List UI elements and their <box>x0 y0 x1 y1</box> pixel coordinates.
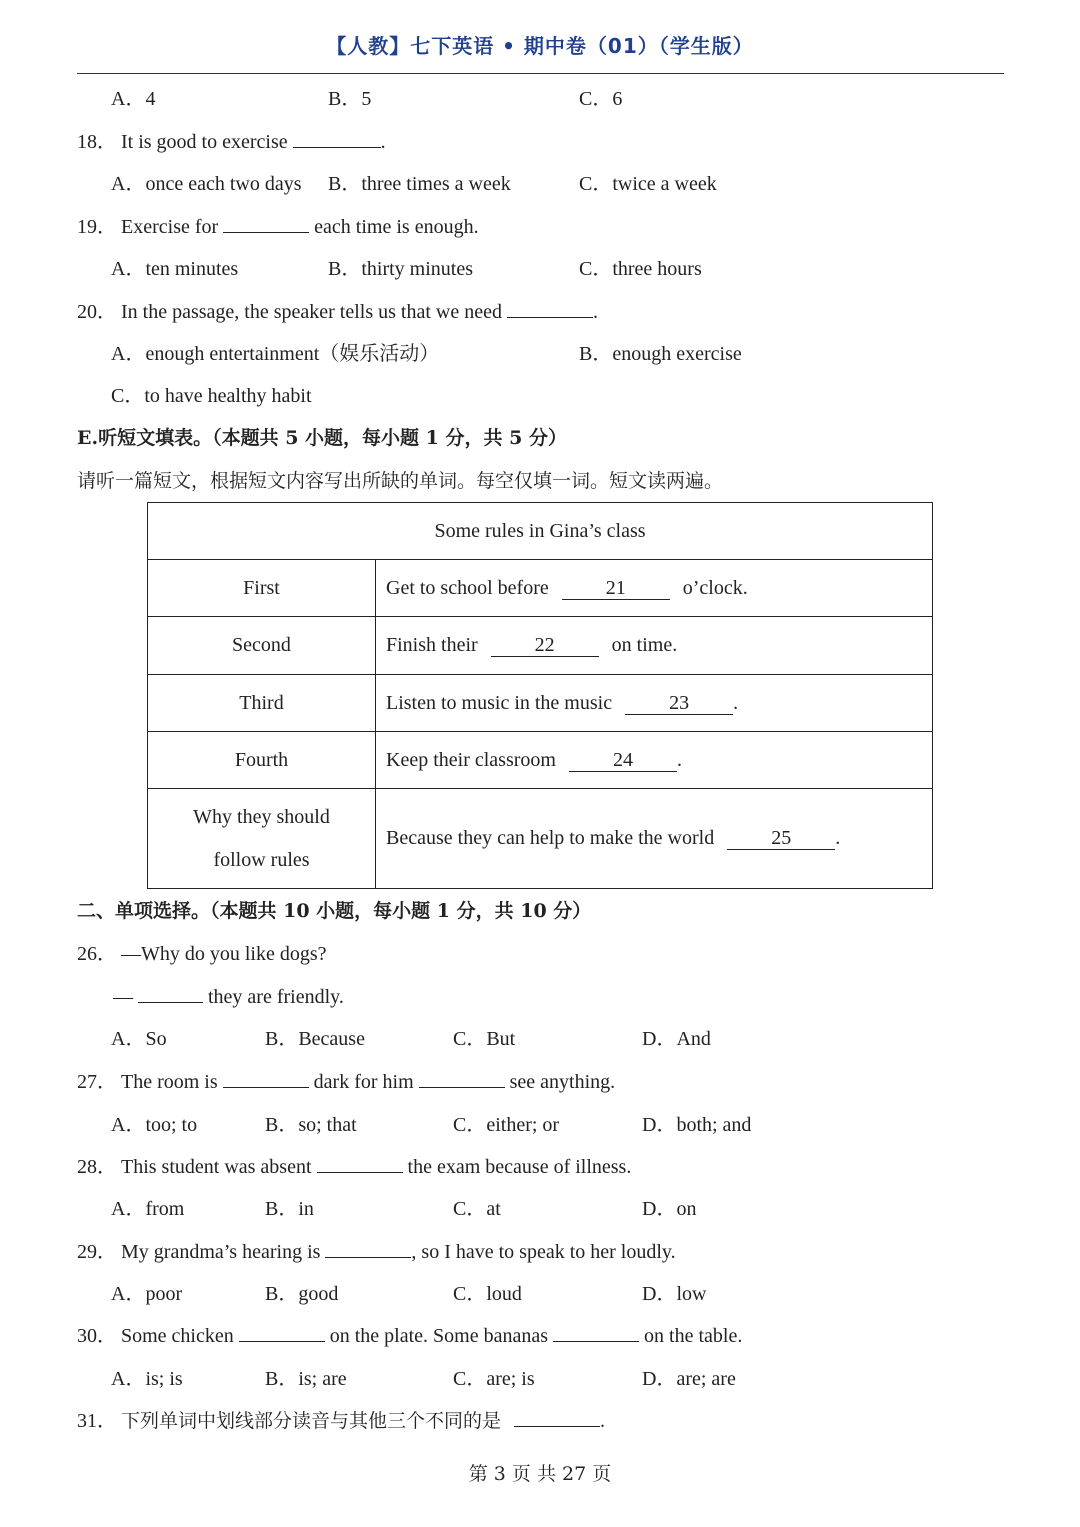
q20-text: In the passage, the speaker tells us that we need <box>121 301 502 323</box>
q17-options <box>0 84 1080 114</box>
q18-number: 18． <box>77 131 117 153</box>
q20-option-b: B．enough exercise <box>579 343 742 365</box>
row-text-end: . <box>835 827 841 849</box>
q20-number: 20． <box>77 301 117 323</box>
q27-stem <box>0 1067 1080 1097</box>
q29-option-d: D．low <box>642 1283 707 1305</box>
q29-options <box>0 1279 1080 1309</box>
row-label-line1: Why they should <box>193 805 330 828</box>
answer-blank-21: 21 <box>562 577 670 600</box>
q18-options <box>0 169 1080 199</box>
q30-blank-1 <box>239 1321 325 1342</box>
q26-stem <box>0 939 1080 969</box>
page-header-title: 【人教】七下英语 • 期中卷（01）（学生版） <box>326 34 754 58</box>
row-label-line2: follow rules <box>213 848 310 871</box>
q28-options <box>0 1194 1080 1224</box>
answer-blank-23: 23 <box>625 692 733 715</box>
q27-option-a: A．too; to <box>111 1114 198 1136</box>
table-row-label: Second <box>148 617 376 675</box>
q27-number: 27． <box>77 1071 117 1093</box>
q19-option-a: A．ten minutes <box>111 258 239 280</box>
table-title: Some rules in Gina’s class <box>148 503 933 560</box>
table-row-content <box>376 675 933 732</box>
q19-option-b: B．thirty minutes <box>328 258 473 280</box>
row-text-end: . <box>676 748 682 771</box>
row-text: Get to school before <box>386 576 549 599</box>
table-row-content <box>376 617 933 675</box>
answer-blank-24: 24 <box>569 749 677 772</box>
q26-question: —Why do you like dogs? <box>121 943 327 965</box>
q30-text-1: Some chicken <box>121 1325 234 1347</box>
q18-option-b: B．three times a week <box>328 173 511 195</box>
q19-blank <box>223 212 309 233</box>
q30-text-2: on the plate. Some bananas <box>329 1325 549 1347</box>
q27-blank-2 <box>419 1067 505 1088</box>
q30-blank-2 <box>553 1321 639 1342</box>
q27-option-b: B．so; that <box>265 1114 357 1136</box>
q28-option-b: B．in <box>265 1198 314 1220</box>
q28-option-d: D．on <box>642 1198 697 1220</box>
q31-end: . <box>600 1410 606 1432</box>
table-row-label <box>148 789 376 889</box>
q27-text-2: dark for him <box>313 1071 414 1093</box>
section-e-title: E.听短文填表。（本题共 5 小题，每小题 1 分，共 5 分） <box>77 427 567 449</box>
q31-stem <box>0 1406 1080 1436</box>
page-footer: 第 3 页 共 27 页 <box>468 1463 612 1485</box>
q29-blank <box>325 1237 411 1258</box>
q20-stem <box>0 297 1080 327</box>
q20-end: . <box>592 301 598 323</box>
table-row-label: Fourth <box>148 732 376 789</box>
q18-option-a: A．once each two days <box>111 173 302 195</box>
q28-stem <box>0 1152 1080 1182</box>
q20-options-ab <box>0 339 1080 369</box>
table-row <box>148 675 933 732</box>
table-row <box>148 732 933 789</box>
q27-text-3: see anything. <box>509 1071 616 1093</box>
q19-text: Exercise for <box>121 216 219 238</box>
table-row-label: First <box>148 560 376 617</box>
q17-option-a: A．4 <box>111 88 156 110</box>
q29-text-1: My grandma’s hearing is <box>121 1241 321 1263</box>
q20-option-c: C．to have healthy habit <box>111 385 312 407</box>
q27-text-1: The room is <box>121 1071 218 1093</box>
q28-option-a: A．from <box>111 1198 185 1220</box>
q28-text-1: This student was absent <box>121 1156 312 1178</box>
table-row-label: Third <box>148 675 376 732</box>
q31-text: 下列单词中划线部分读音与其他三个不同的是 <box>121 1410 502 1432</box>
q27-option-c: C．either; or <box>453 1114 560 1136</box>
q26-option-d: D．And <box>642 1028 711 1050</box>
table-title-row <box>148 503 933 560</box>
q28-option-c: C．at <box>453 1198 501 1220</box>
q18-blank <box>293 127 381 148</box>
q17-option-b: B．5 <box>328 88 372 110</box>
q26-blank <box>138 982 203 1003</box>
q19-options <box>0 254 1080 284</box>
q27-options <box>0 1110 1080 1140</box>
table-row-content <box>376 789 933 889</box>
q26-option-a: A．So <box>111 1028 167 1050</box>
q29-stem <box>0 1237 1080 1267</box>
q26-reply <box>0 982 1080 1012</box>
q19-option-c: C．three hours <box>579 258 702 280</box>
q27-blank-1 <box>223 1067 309 1088</box>
q30-option-a: A．is; is <box>111 1368 183 1390</box>
answer-blank-25: 25 <box>727 827 835 850</box>
q30-option-d: D．are; are <box>642 1368 736 1390</box>
q31-blank <box>514 1406 600 1427</box>
row-text: Finish their <box>386 634 478 656</box>
q26-reply-text: they are friendly. <box>208 986 344 1008</box>
row-text-end: o’clock. <box>682 576 748 599</box>
q31-number: 31． <box>77 1410 117 1432</box>
q30-option-c: C．are; is <box>453 1368 535 1390</box>
q30-stem <box>0 1321 1080 1351</box>
q30-number: 30． <box>77 1325 117 1347</box>
section-e-instruction: 请听一篇短文，根据短文内容写出所缺的单词。每空仅填一词。短文读两遍。 <box>77 470 724 492</box>
q18-stem <box>0 127 1080 157</box>
answer-blank-22: 22 <box>491 634 599 657</box>
q29-option-a: A．poor <box>111 1283 183 1305</box>
q28-blank <box>317 1152 403 1173</box>
q30-options <box>0 1364 1080 1394</box>
q29-option-b: B．good <box>265 1283 339 1305</box>
q19-text-end: each time is enough. <box>314 216 479 238</box>
table-row <box>148 789 933 889</box>
q20-option-a: A．enough entertainment（娱乐活动） <box>111 343 440 365</box>
q26-option-c: C．But <box>453 1028 516 1050</box>
rules-table <box>147 502 933 889</box>
q18-option-c: C．twice a week <box>579 173 717 195</box>
q30-option-b: B．is; are <box>265 1368 347 1390</box>
q19-number: 19． <box>77 216 117 238</box>
q19-stem <box>0 212 1080 242</box>
q27-option-d: D．both; and <box>642 1114 752 1136</box>
q26-options <box>0 1024 1080 1054</box>
q28-text-2: the exam because of illness. <box>407 1156 632 1178</box>
row-text: Because they can help to make the world <box>386 827 715 849</box>
row-text: Listen to music in the music <box>386 691 613 714</box>
row-text: Keep their classroom <box>386 748 556 771</box>
q18-end: . <box>380 131 386 153</box>
q18-text: It is good to exercise <box>121 131 288 153</box>
table-row-content <box>376 560 933 617</box>
q30-text-3: on the table. <box>644 1325 743 1347</box>
header-rule <box>77 73 1004 74</box>
q17-option-c: C．6 <box>579 88 623 110</box>
q29-number: 29． <box>77 1241 117 1263</box>
q28-number: 28． <box>77 1156 117 1178</box>
q26-option-b: B．Because <box>265 1028 365 1050</box>
q29-option-c: C．loud <box>453 1283 522 1305</box>
q26-dash: — <box>113 986 133 1008</box>
row-text-end: on time. <box>611 634 678 656</box>
row-text-end: . <box>733 691 739 714</box>
table-row-content <box>376 732 933 789</box>
q20-blank <box>507 297 593 318</box>
q26-number: 26． <box>77 943 117 965</box>
table-row <box>148 617 933 675</box>
q20-options-c <box>0 381 1080 411</box>
section-2-title: 二、单项选择。（本题共 10 小题，每小题 1 分，共 10 分） <box>77 900 592 922</box>
q29-text-2: , so I have to speak to her loudly. <box>411 1241 676 1263</box>
table-row <box>148 560 933 617</box>
